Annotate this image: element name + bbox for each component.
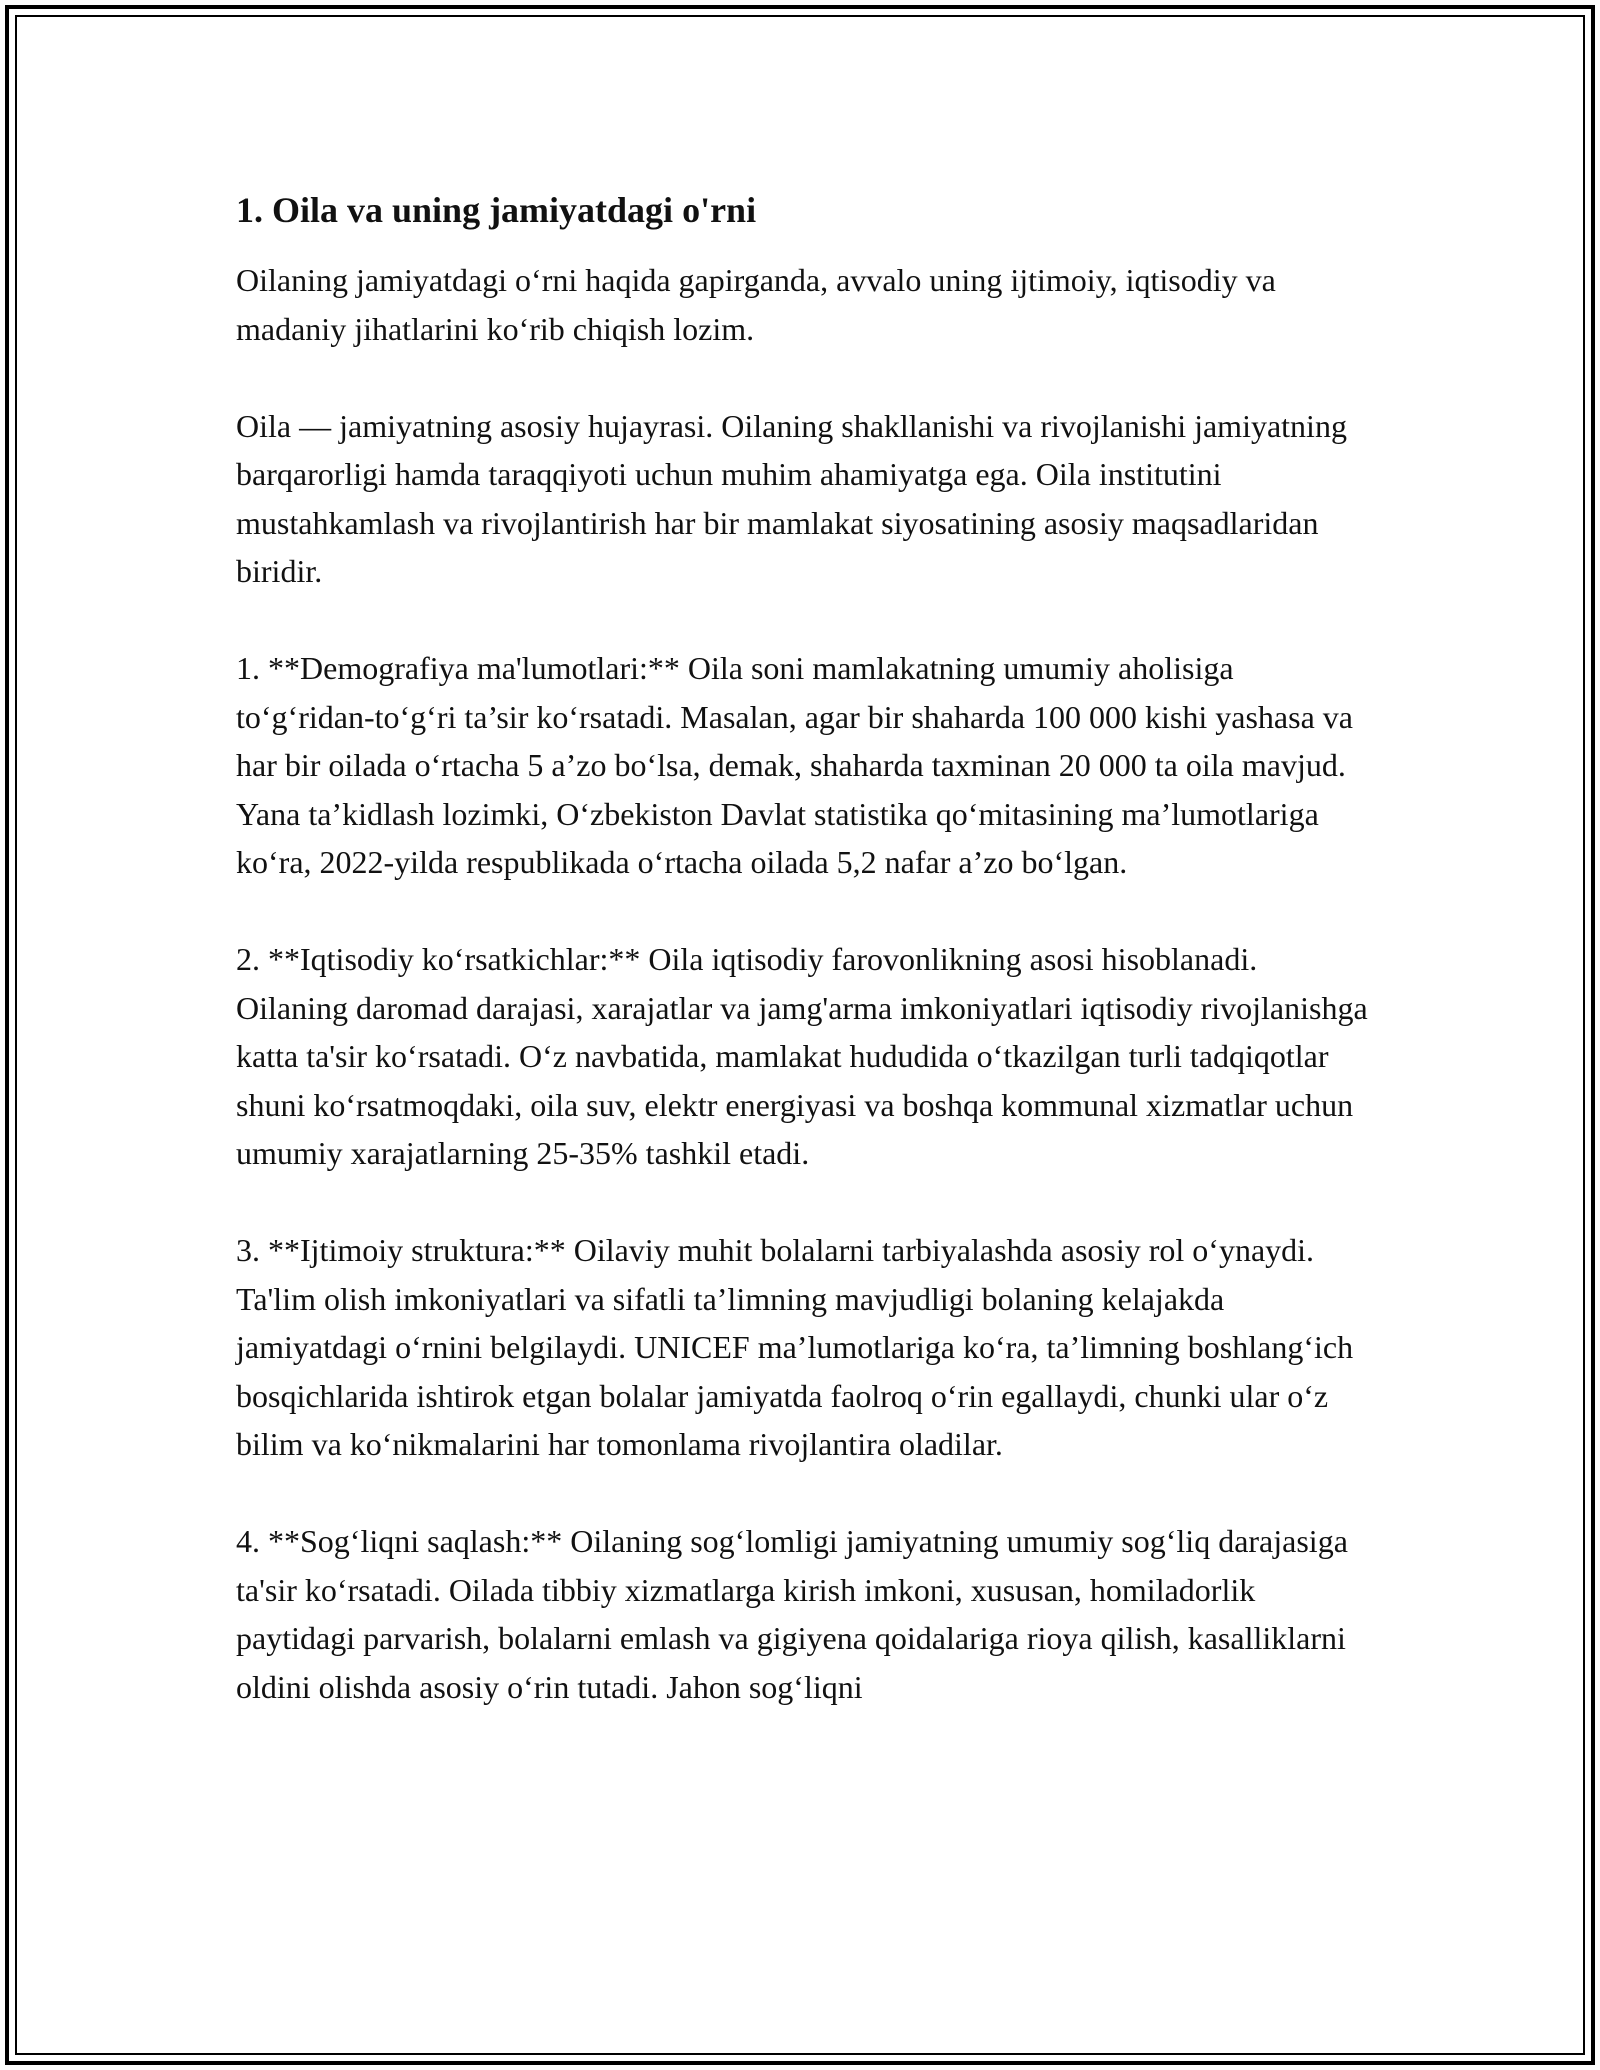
- document-body: [236, 186, 1376, 1711]
- paragraph-demography: 1. **Demografiya ma'lumotlari:** Oila soni mamlakatning umumiy aholisiga to‘g‘ridan-to‘g‘ri ta’sir ko‘rsatadi. Masalan, agar bir shaharda 100 000 kishi yashasa va har bir oilada o‘rtacha 5 a’zo bo‘lsa, demak, shaharda taxminan 20 000 ta oila mavjud. Yana ta’kidlash lozimki, O‘zbekiston Davlat statistika qo‘mitasining ma’lumotlariga ko‘ra, 2022-yilda respublikada o‘rtacha oilada 5,2 nafar a’zo bo‘lgan.: [236, 650, 1353, 880]
- paragraph-social-structure: 3. **Ijtimoiy struktura:** Oilaviy muhit bolalarni tarbiyalashda asosiy rol o‘ynaydi. Ta'lim olish imkoniyatlari va sifatli ta’limning mavjudligi bolaning kelajakda jamiyatdagi o‘rnini belgilaydi. UNICEF ma’lumotlariga ko‘ra, ta’limning boshlang‘ich bosqichlarida ishtirok etgan bolalar jamiyatda faolroq o‘rin egallaydi, chunki ular o‘z bilim va ko‘nikmalarini har tomonlama rivojlantira oladilar.: [236, 1232, 1354, 1462]
- document-title: 1. Oila va uning jamiyatdagi o'rni: [236, 190, 757, 230]
- paragraph-intro: Oilaning jamiyatdagi o‘rni haqida gapirganda, avvalo uning ijtimoiy, iqtisodiy va madaniy jihatlarini ko‘rib chiqish lozim.: [236, 262, 1276, 347]
- paragraph-economy: 2. **Iqtisodiy ko‘rsatkichlar:** Oila iqtisodiy farovonlikning asosi hisoblanadi. Oilaning daromad darajasi, xarajatlar va jamg'arma imkoniyatlari iqtisodiy rivojlanishga katta ta'sir ko‘rsatadi. O‘z navbatida, mamlakat hududida o‘tkazilgan turli tadqiqotlar shuni ko‘rsatmoqdaki, oila suv, elektr energiyasi va boshqa kommunal xizmatlar uchun umumiy xarajatlarning 25-35% tashkil etadi.: [236, 941, 1368, 1171]
- paragraph-health: 4. **Sog‘liqni saqlash:** Oilaning sog‘lomligi jamiyatning umumiy sog‘liq darajasiga ta'sir ko‘rsatadi. Oilada tibbiy xizmatlarga kirish imkoni, xususan, homiladorlik paytidagi parvarish, bolalarni emlash va gigiyena qoidalariga rioya qilish, kasalliklarni oldini olishda asosiy o‘rin tutadi. Jahon sog‘liqni: [236, 1523, 1348, 1705]
- paragraph-family-definition: Oila — jamiyatning asosiy hujayrasi. Oilaning shakllanishi va rivojlanishi jamiyatning barqarorligi hamda taraqqiyoti uchun muhim ahamiyatga ega. Oila institutini mustahkamlash va rivojlantirish har bir mamlakat siyosatining asosiy maqsadlaridan biridir.: [236, 407, 1347, 589]
